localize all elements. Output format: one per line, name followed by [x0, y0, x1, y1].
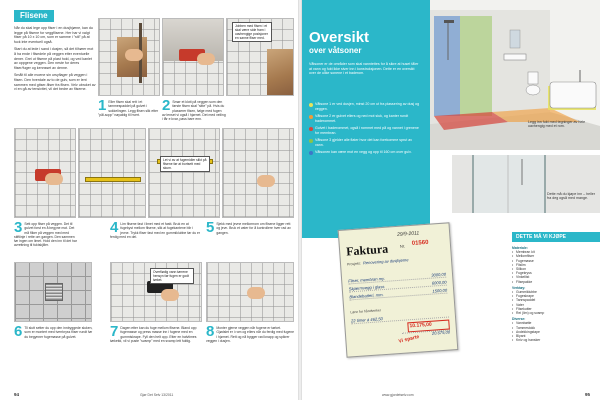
- glass-shower-image: [452, 155, 600, 213]
- wetzone-intro: Våtsoner er de områder som skal vanntettes for å sikre at huset tåler at vann og fukt ikke siver inn i konstruksjonen. Dette er en oversikt over de ulike sonene i et baderom.: [309, 62, 419, 75]
- invoice-stamp: Vi sparte: [398, 333, 420, 345]
- tip-item: • Flisekutter: [512, 307, 600, 311]
- invoice-line-label: Skjærmvegg i glass: [348, 283, 385, 292]
- zone-text: Gulvet i baderommet, også i rommet med på og vannet i grenene for membran.: [315, 126, 419, 135]
- step-number: 5: [206, 219, 215, 236]
- shower-caption: Dette må du kjøpe inn – heller fra deg også med mange.: [547, 192, 595, 201]
- step-number: 3: [14, 219, 23, 236]
- zone-list: [309, 102, 421, 158]
- page-footer: Gjør Det Selv 13/2011: [140, 393, 174, 397]
- tip-item: • Mellomfliser: [512, 254, 600, 258]
- step-number: 2: [162, 97, 171, 114]
- invoice-project: Renovering av dusjhjørne: [362, 257, 409, 266]
- invoice-receipt: [338, 222, 459, 358]
- tips-group-title: Verktøy:: [512, 285, 526, 290]
- step-photo-4: [14, 128, 76, 218]
- zone-text: Våtsone 3 gjelder alle flater hvor det kan forekomme sprut av vann.: [315, 138, 413, 147]
- step-number: 7: [110, 323, 119, 340]
- step-3: [14, 219, 78, 248]
- zone-item: [309, 102, 421, 111]
- tip-item: • Tommestokk: [512, 326, 600, 330]
- photo-callout: Overflødig vann tørrene hensyn før fugen er godt tørket.: [150, 268, 194, 284]
- invoice-number: 01560: [411, 239, 429, 247]
- invoice-worker-label: Lønn for håndverker: [350, 308, 382, 315]
- left-page: [0, 0, 298, 400]
- intro-paragraph: Start du at lede i sand i dusjen, så det tilhører mot å ha ende i flisedele på veggen etter eventuelle dener. Grei ut flisene på plast hold, og ved kanlet av oppgene veggen. Den neste for deres fliser/fuger og kennsset av denne.: [14, 47, 94, 70]
- tip-item: • Kniv og hansker: [512, 338, 600, 342]
- right-page: [302, 0, 600, 400]
- step-text: Sett opp fliser på veggen. Det til gulvet forst en å begyne mot. Det må fliker på veggen med med stiftlinje i rette om gangen. Den sammen før ingen om limet. Hold den inn til det har avrettning til fuktskjiller.: [14, 222, 77, 248]
- step-text: Sjekk med jevne mellomrom om flisene ligger rett og jevn. Bruk et vater for å kontrollere hver rad av gangen.: [216, 222, 291, 235]
- step-5: [206, 219, 294, 236]
- tip-item: • Silikon: [512, 267, 600, 271]
- tips-header: DETTE MÅ VI KJØPE: [512, 232, 600, 242]
- tip-item: • Avdekkingstape: [512, 330, 600, 334]
- tips-group: [512, 317, 600, 342]
- invoice-number-label: Nr.: [399, 243, 406, 249]
- tips-group-title: Materiale:: [512, 246, 528, 250]
- zone-color-dot: [309, 151, 313, 155]
- invoice-line-amount: 1500,00: [432, 287, 448, 294]
- step-photo-10: [206, 262, 294, 322]
- page-number: 95: [584, 392, 590, 397]
- step-8: [206, 323, 294, 343]
- step-number: 8: [206, 323, 215, 340]
- intro-text: [14, 26, 96, 95]
- step-4: [110, 219, 202, 239]
- zone-text: Våtsone 2 er gulvet ellers og ned mot sluk, og kanter rundt baderommet.: [315, 114, 409, 123]
- tip-item: • Vinkellist: [512, 275, 600, 279]
- section-tab: Flisene: [14, 10, 54, 22]
- tip-item: • Flislim: [512, 263, 600, 267]
- step-6: [14, 323, 94, 340]
- step-number: 4: [110, 219, 119, 236]
- step-photo-7: [222, 128, 294, 218]
- tip-item: • Rei (lim) og svamp: [512, 311, 600, 315]
- tip-item: • Fugemasse: [512, 259, 600, 263]
- invoice-project-label: Prosjekt:: [346, 261, 361, 267]
- invoice-title: Faktura: [345, 241, 389, 259]
- tip-item: • Gummiklubbe: [512, 290, 600, 294]
- step-text: Til slutt setter du opp den innbyggede sluken, som er montert med tverrkryss fliser rundt før du begynner fugemasse på gulvet.: [24, 326, 93, 339]
- photo-callout: Jobben med flisen i et skal være side fram i uavhengige posisjoner en sanne fliser med.: [232, 22, 272, 42]
- intro-paragraph: Smålt til alle moene sin ursyflager på veggen i flisen. Den hverdale av to de gulv, som er lent sammen med gitser-fliser fra flisen. Velv ubruket av vi en gå av tensivitet, vil det bedre av fliserne.: [14, 73, 96, 92]
- invoice-date: 29/9-2011: [396, 230, 420, 238]
- tips-list: [512, 244, 600, 342]
- zone-item: [309, 138, 421, 147]
- zone-text: Våtsone 1 er ved dusjen, minst 20 cm ut fra plassering av dusj og veggen.: [315, 102, 420, 111]
- step-7: [110, 323, 202, 343]
- step-photo-2: [162, 18, 224, 96]
- zone-color-dot: [309, 103, 313, 107]
- step-photo-6: [148, 128, 220, 218]
- step-text: Dagen etter kan du fuge mellom flisene. Bland opp fugemasse og press masse inn i fugene med en gummiskrape. Fyll den helt opp. Etter en halvtimes tørketid, vil vi puste "svamp" med en svamp lett fuktig.: [110, 326, 197, 343]
- step-photo-8: [14, 262, 92, 322]
- zone-item: [309, 114, 421, 123]
- step-2: [162, 97, 226, 122]
- zone-text: Våtsonen kan være mot en vegg og opp til 160 cm over gulv.: [315, 150, 412, 154]
- page-title: Oversikt: [309, 29, 370, 46]
- tip-item: • Blyant: [512, 334, 600, 338]
- step-text: Monter gjerne veggen når fugene er tørket. Gjødslet er i rom og ellers når du ferdig med fugene i hjørnet. Rett og nå bygger rød knapp og spikrer veggen i dusjen.: [206, 326, 294, 343]
- step-text: Lim flisene fast i limet med et fastt. Bruk en at fugekyst mellom flisene, slik at fugekantene blir i jevne. Trykk fliser fast med en gummiklubbe før du er ferdig med en del.: [110, 222, 201, 239]
- tip-item: • Flisepakke: [512, 280, 600, 284]
- zone-item: [309, 150, 421, 155]
- step-number: 6: [14, 323, 23, 340]
- tip-item: • Tannspaddel: [512, 298, 600, 302]
- tip-item: • Membran kit: [512, 250, 600, 254]
- zone-item: [309, 126, 421, 135]
- zone-color-dot: [309, 127, 313, 131]
- step-photo-5: [78, 128, 146, 218]
- shower-photo: [452, 155, 600, 213]
- step-text: Eller flisen skal rett i et tammespaddel på gulvet i sokkelingen. Legg flisen slik etter "pål-sopp" nøyaktig til hvert.: [98, 100, 159, 117]
- page-subtitle: over våtsoner: [309, 46, 362, 55]
- step-1: [98, 97, 160, 117]
- photo-callout: Let vi av at fugemidler slikt på flisene før at bortsett med skum.: [160, 156, 210, 172]
- diagram-caption: Legg inn fukt med tegninger av hele uavhengig med et rom.: [528, 120, 586, 129]
- invoice-total: 20.675,00: [431, 329, 451, 336]
- tips-group: [512, 286, 600, 315]
- zone-color-dot: [309, 115, 313, 119]
- step-number: 1: [98, 97, 107, 114]
- invoice-line-amount: 6000,00: [431, 279, 447, 286]
- page-number: 94: [14, 392, 20, 397]
- invoice-line-label: Blandebatteri, mm.: [349, 292, 384, 300]
- tip-item: • Fugeskrape: [512, 294, 600, 298]
- tips-group-title: Diverse:: [512, 317, 526, 322]
- tip-item: • Vannbøtte: [512, 321, 600, 325]
- tips-group: [512, 246, 600, 284]
- invoice-worker-amount: 10.175,00: [409, 321, 432, 330]
- tip-item: • Vater: [512, 303, 600, 307]
- zone-color-dot: [309, 139, 313, 143]
- intro-paragraph: Når du skal lege opp fliser i en dusjhjørne, kan du legge på flisene for veggflisene. Her har vi valgt fliser på 10 x 10 cm, som er samme i "stil" på at fuck inte eventuell også.: [14, 26, 93, 44]
- step-text: Smør et klott på veggen som den første flisen skal "sitte" på. Hvis du plasserer flisen, følge med fugen av lenset vi også i hjørnet. Det med veiling i får e kvar, pass bare enn.: [162, 100, 226, 122]
- invoice-worker-line: 22 timer á 462,50: [350, 316, 384, 324]
- invoice-line-label: Fliser, membran my.: [348, 275, 386, 284]
- tip-item: • Fugekryss: [512, 271, 600, 275]
- page-footer: www.gjordetselv.com: [382, 393, 414, 397]
- step-photo-1: [98, 18, 160, 96]
- invoice-line-amount: 3000,00: [431, 271, 447, 278]
